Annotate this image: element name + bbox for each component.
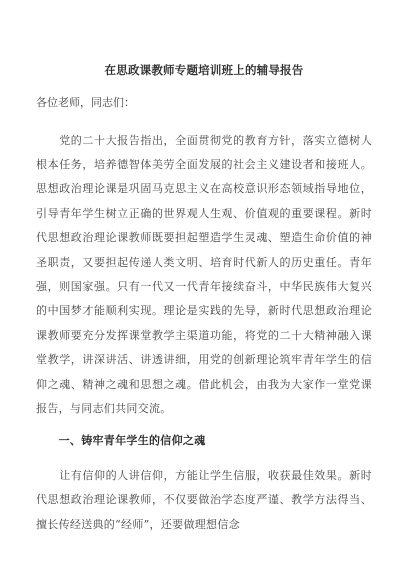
salutation: 各位老师，同志们： bbox=[36, 96, 135, 109]
document-title: 在思政课教师专题培训班上的辅导报告 bbox=[104, 63, 304, 77]
section-1-paragraph: 让有信仰的人讲信仰，方能让学生信服，收获最佳效果。新时代思想政治理论课教师，不仅要做治学态度严谨、教学方法得当、擅长传经送典的“经师”，还要做理想信念 bbox=[36, 468, 372, 531]
opening-paragraph: 党的二十大报告指出，全面贯彻党的教育方针，落实立德树人根本任务，培养德智体美劳全面发展的社会主义建设者和接班人。思想政治理论课是巩固马克思主义在高校意识形态领域指导地位，引导青年学生树立正确的世界观人生观、价值观的重要课程。新时代思想政治理论课教师既要担起塑造学生灵魂、塑造生命价值的神圣职责，又要担起传递人类文明、培育时代新人的历史重任。青年强，则国家强。只有一代又一代青年接续奋斗，中华民族伟大复兴的中国梦才能顺利实现。理论是实践的先导，新时代思想政治理论课教师要充分发挥课堂教学主渠道功能，将党的二十大精神融入课堂教学，讲深讲活、讲透讲细，用党的创新理论筑牢青年学生的信仰之魂、精神之魂和思想之魂。借此机会，由我为大家作一堂党课报告，与同志们共同交流。 bbox=[36, 133, 372, 415]
section-heading-1: 一、铸牢青年学生的信仰之魂 bbox=[36, 434, 206, 448]
